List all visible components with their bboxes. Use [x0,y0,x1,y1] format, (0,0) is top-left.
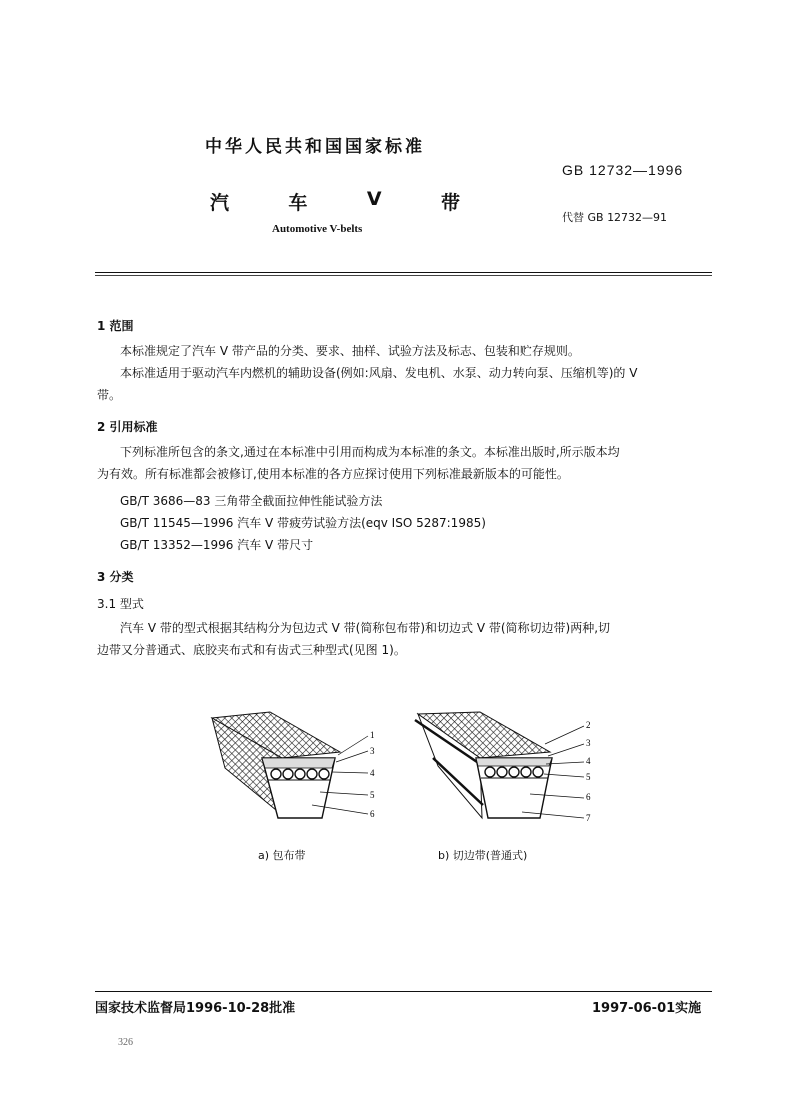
label-3: 3 [586,738,591,748]
reference-item: GB/T 3686—83 三角带全截面拉伸性能试验方法 [120,494,383,508]
header-rule [95,272,712,273]
label-5: 5 [586,772,591,782]
section-2-paragraph: 下列标准所包含的条文,通过在本标准中引用而构成为本标准的条文。本标准出版时,所示版本均 [120,445,620,459]
effective-date: 1997-06-01实施 [592,1001,702,1016]
section-3-1-heading: 3.1 型式 [97,597,144,611]
label-3: 3 [370,746,375,756]
approval-date: 国家技术监督局1996-10-28批准 [95,1001,296,1016]
section-1-paragraph-2-cont: 带。 [97,388,122,402]
header-rule-thin [95,275,712,276]
belt-b-raw-edge [415,712,584,818]
standard-title [210,188,460,215]
section-2-paragraph-cont: 为有效。所有标准都会被修订,使用本标准的各方应探讨使用下列标准最新版本的可能性。 [97,467,569,481]
english-title: Automotive V-belts [272,223,363,235]
reference-item: GB/T 11545—1996 汽车 V 带疲劳试验方法(eqv ISO 5287:1985) [120,516,486,530]
label-1: 1 [370,730,375,740]
figure-a-labels [370,730,375,819]
label-7: 7 [586,813,591,823]
section-3-paragraph: 汽车 V 带的型式根据其结构分为包边式 V 带(简称包布带)和切边式 V 带(简称切边带)两种,切 [120,621,611,635]
footer-rule [95,991,712,992]
figure-1-v-belt-cross-sections [200,700,620,835]
section-1-paragraph-2: 本标准适用于驱动汽车内燃机的辅助设备(例如:风扇、发电机、水泵、动力转向泵、压缩机等)的 V [120,366,638,380]
title-char: 车 [288,192,308,214]
replaces-standard: 代替 GB 12732—91 [562,211,668,224]
label-4: 4 [370,768,375,778]
title-char: 汽 [210,192,230,214]
section-2-heading: 2 引用标准 [97,420,158,434]
reference-item: GB/T 13352—1996 汽车 V 带尺寸 [120,538,314,552]
section-3-heading: 3 分类 [97,570,134,584]
document-header-title: 中华人民共和国国家标准 [205,137,425,157]
title-char: 带 [440,192,460,214]
label-2: 2 [586,720,591,730]
belt-a-wrapped [212,712,368,818]
standard-number: GB 12732—1996 [562,162,684,178]
section-1-paragraph-1: 本标准规定了汽车 V 带产品的分类、要求、抽样、试验方法及标志、包装和贮存规则。 [120,344,580,358]
figure-b-labels [586,720,591,823]
title-char: V [366,188,382,210]
label-5: 5 [370,790,375,800]
page-number: 326 [118,1037,133,1048]
section-3-paragraph-cont: 边带又分普通式、底胶夹布式和有齿式三种型式(见图 1)。 [97,643,406,657]
label-4: 4 [586,756,591,766]
label-6: 6 [370,809,375,819]
section-1-heading: 1 范围 [97,319,134,333]
figure-caption-b: b) 切边带(普通式) [438,849,528,862]
figure-caption-a: a) 包布带 [258,849,306,862]
label-6: 6 [586,792,591,802]
